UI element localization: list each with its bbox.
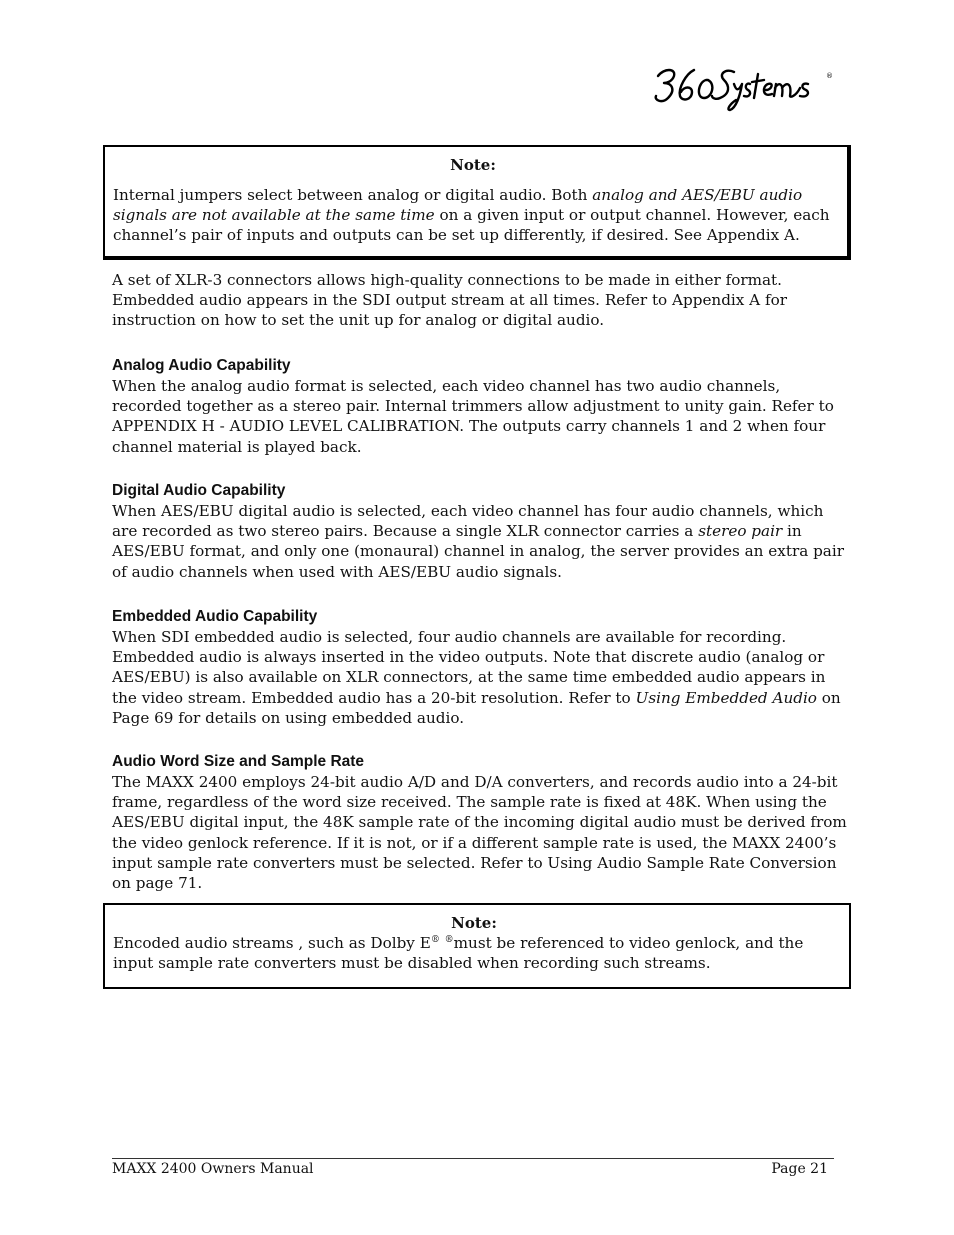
registered-mark: ® (826, 72, 833, 80)
section-text-part: When AES/EBU digital audio is selected, each video channel has four audio channels, which are recorded as two stereo pairs. Because a single XLR connector carries a (112, 502, 824, 541)
note-text-part: Encoded audio streams , such as Dolby E (113, 934, 431, 952)
note-title: Note: (451, 914, 497, 932)
section-text: When the analog audio format is selected, each video channel has two audio channels, recorded together as a stereo pair. Internal trimmers allow adjustment to unity gain. Refer to APPENDIX H - AUDIO LEVEL CALIBRATION. The outputs carry channels 1 and 2 when four channel material is played back. (112, 377, 834, 456)
section-text-part: When SDI embedded audio is selected, four audio channels are available for recording. Embedded audio is always inserted in the video outputs. Note that discrete audio (analog or AES/EBU) is also available on XLR connectors, at the same time embedded audio appears in the video stream. Embedded audio has a 20-bit resolution. Refer to (112, 628, 826, 707)
company-logo (650, 58, 840, 114)
footer-manual-title: MAXX 2400 Owners Manual (112, 1161, 314, 1177)
registered-mark: ® (430, 935, 440, 945)
note-box-jumpers (103, 145, 851, 260)
note-text (113, 185, 833, 246)
note-text-part: on a given input or output channel. However, each channel’s pair of inputs and outputs can be set up differently, if desired. See Appendix A. (113, 206, 830, 245)
section-word-size (112, 752, 847, 893)
section-text-part: in AES/EBU format, and only one (monaural) channel in analog, the server provides an extra pair of audio channels when used with AES/EBU audio signals. (112, 522, 844, 581)
note-title: Note: (450, 156, 496, 174)
footer-page-number: Page 21 (771, 1161, 828, 1177)
section-heading: Embedded Audio Capability (112, 608, 318, 625)
section-embedded-audio (112, 607, 847, 728)
footer-divider (112, 1158, 834, 1159)
section-text-emphasis: Using Embedded Audio (635, 688, 817, 707)
section-text (112, 501, 847, 582)
note-text-part: must be referenced to video genlock, and the input sample rate converters must be disabled when recording such streams. (113, 934, 804, 973)
registered-mark: ® (444, 935, 454, 945)
note-text-emphasis: analog and AES/EBU audio signals are not available at the same time (113, 186, 803, 225)
section-analog-audio (112, 356, 847, 457)
section-heading: Analog Audio Capability (112, 357, 291, 374)
section-heading: Audio Word Size and Sample Rate (112, 753, 365, 770)
note-text (113, 933, 835, 973)
logo-graphic (650, 58, 840, 114)
note-text-part: Internal jumpers select between analog or digital audio. Both (113, 186, 593, 204)
section-heading: Digital Audio Capability (112, 482, 286, 499)
section-text-emphasis: stereo pair (698, 522, 783, 541)
section-digital-audio (112, 481, 847, 582)
note-box-dolby (103, 903, 851, 989)
section-text: The MAXX 2400 employs 24-bit audio A/D and D/A converters, and records audio into a 24-bit frame, regardless of the word size received. The sample rate is fixed at 48K. When using the AES/EBU digital input, the 48K sample rate of the incoming digital audio must be derived from the video genlock reference. If it is not, or if a different sample rate is used, the MAXX 2400’s input sample rate converters must be selected. Refer to Using Audio Sample Rate Conversion on page 71. (112, 773, 847, 893)
intro-paragraph (112, 270, 847, 331)
section-text (112, 627, 847, 728)
intro-text: A set of XLR-3 connectors allows high-quality connections to be made in either format. Embedded audio appears in the SDI output stream at all times. Refer to Appendix A for instruction on how to set the unit up for analog or digital audio. (112, 271, 788, 330)
section-text-part: on Page 69 for details on using embedded audio. (112, 688, 841, 727)
